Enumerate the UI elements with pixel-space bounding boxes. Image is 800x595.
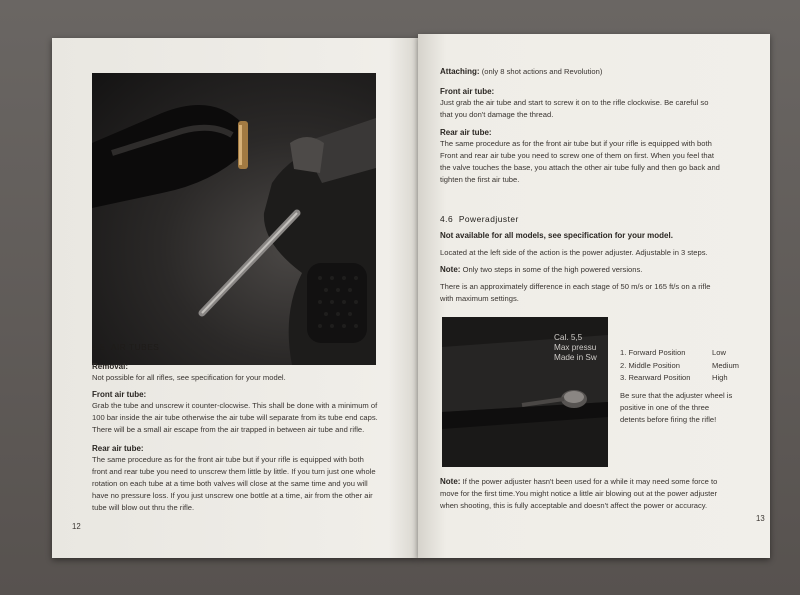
text-line: when shooting, this is fully acceptable and doesn't affect the power or accuracy. [440, 501, 708, 510]
front-air-tube-text [440, 97, 708, 121]
text-line: The same procedure as for the front air tube but if your rifle is equipped with both [92, 455, 364, 464]
text-line: detents before firing the rifle! [620, 415, 717, 424]
section-heading-air-tubes [92, 341, 159, 353]
location-text: Located at the left side of the action is the power adjuster. Adjustable in 3 steps. [440, 248, 708, 257]
section-title: Poweradjuster [458, 214, 519, 224]
text-line: that you don't damage the thread. [440, 110, 554, 119]
engraving-line: Cal. 5,5 [554, 333, 583, 342]
text-line: rotation on each tube at a time both valves will close at the same time and you will [92, 479, 368, 488]
front-air-tube-heading: Front air tube: [92, 390, 147, 399]
text-line: tube will blow out thru the rifle. [92, 503, 195, 512]
attaching-heading [440, 66, 602, 78]
text-line: front and rear tube you need to unscrew them little by little. If you turn just one whole [92, 467, 376, 476]
engraving-line: Max pressu [554, 343, 597, 352]
engraving-label [554, 333, 597, 363]
rear-air-tube-heading: Rear air tube: [440, 128, 492, 137]
adjuster-warning [620, 390, 732, 426]
position-level: Medium [712, 360, 740, 370]
text-line: There will be a small air escape from the air trapped in between air tube and rifle. [92, 425, 365, 434]
text-line: Front and rear air tube you need to screw one of them on first. When you feel that [440, 151, 714, 160]
note-label: Note: [440, 265, 461, 274]
bottom-note [440, 476, 717, 512]
air-tube-photo [92, 73, 376, 365]
position-level: High [712, 373, 728, 382]
attaching-note: (only 8 shot actions and Revolution) [481, 67, 603, 76]
position-row [620, 360, 739, 373]
rear-air-tube-text [440, 138, 720, 186]
attaching-label: Attaching: [440, 67, 480, 76]
position-name: 1. Forward Position [620, 348, 686, 357]
page-number-left: 12 [72, 522, 81, 531]
front-air-tube-text [92, 400, 378, 436]
section-title: AIR TUBES [110, 342, 160, 352]
removal-text: Not possible for all rifles, see specification for your model. [92, 373, 286, 382]
text-line: have no pressure loss. If you just unscrew one bottle at a time, air from the other air [92, 491, 373, 500]
difference-text [440, 281, 710, 305]
note-text: Only two steps in some of the high powered versions. [462, 265, 643, 274]
availability-note: Not available for all models, see specification for your model. [440, 231, 673, 240]
section-number: 4.6 [440, 214, 454, 224]
text-line: Be sure that the adjuster wheel is [620, 391, 733, 400]
section-number: 4.5 [92, 342, 106, 352]
position-list [620, 347, 739, 385]
text-line: Grab the tube and unscrew it counter-clocwise. This shall be done with a minimum of [92, 401, 378, 410]
text-line: tighten the first air tube. [440, 175, 520, 184]
text-line: The same procedure as for the front air tube but if your rifle is equipped with both [440, 139, 712, 148]
text-line: positive in one of the three [620, 403, 710, 412]
steps-note [440, 264, 642, 276]
power-adjuster-photo [442, 317, 608, 467]
position-level: Low [712, 348, 726, 357]
position-name: 3. Rearward Position [620, 373, 691, 382]
text-line: with maximum settings. [440, 294, 519, 303]
text-line: move for the first time.You might notice a little air blowing out at the power adjuster [440, 489, 718, 498]
text-line: There is an approximately difference in each stage of 50 m/s or 165 ft/s on a rifle [440, 282, 711, 291]
rear-air-tube-text [92, 454, 376, 514]
note-label: Note: [440, 477, 461, 486]
text-line [440, 476, 717, 488]
right-page [418, 34, 770, 558]
position-name: 2. Middle Position [620, 360, 680, 370]
rear-air-tube-heading: Rear air tube: [92, 444, 144, 453]
text-line: 100 bar inside the air tube otherwise the air tube will separate from its tube end caps. [92, 413, 378, 422]
front-air-tube-heading: Front air tube: [440, 87, 495, 96]
note-text: If the power adjuster hasn't been used for a while it may need some force to [462, 477, 718, 486]
position-row [620, 347, 739, 360]
position-row [620, 372, 739, 385]
text-line: Just grab the air tube and start to screw it on to the rifle clockwise. Be careful so [440, 98, 709, 107]
section-heading-poweradjuster [440, 213, 519, 225]
text-line: the valve touches the base, you attach the other air tube fully and then go back and [440, 163, 720, 172]
page-number-right: 13 [756, 514, 765, 523]
removal-heading: Removal: [92, 362, 129, 371]
left-page [52, 38, 418, 558]
engraving-line: Made in Sw [554, 353, 597, 362]
